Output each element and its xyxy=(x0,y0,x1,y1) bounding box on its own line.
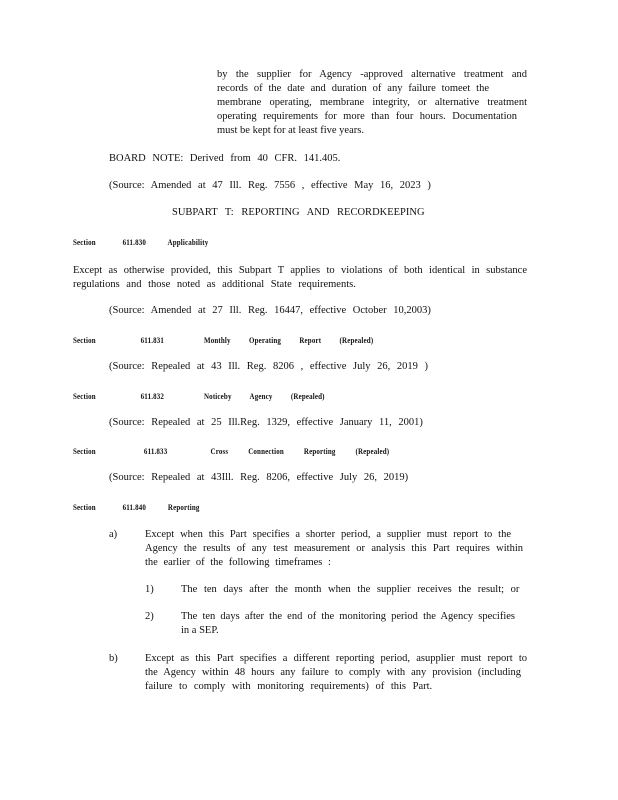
source-note-5: (Source: Repealed at 43Ill. Reg. 8206, effective July 26, 2019) xyxy=(109,472,409,483)
top-paragraph-line-1: by the supplier for Agency -approved alternative treatment and xyxy=(217,69,527,80)
item-b-line-3: failure to comply with monitoring requirements) of this Part. xyxy=(145,681,433,692)
source-note-4: (Source: Repealed at 25 Ill.Reg. 1329, effective January 11, 2001) xyxy=(109,417,423,428)
applicability-line-2: regulations and those noted as additional State requirements. xyxy=(73,279,356,290)
section-label: Section xyxy=(73,391,96,401)
item-a-line-1: Except when this Part specifies a shorter period, a supplier must report to the xyxy=(145,529,511,540)
top-paragraph-line-5: must be kept for at least five years. xyxy=(217,125,364,136)
section-number: 611.840 xyxy=(122,502,147,512)
board-note: BOARD NOTE: Derived from 40 CFR. 141.405. xyxy=(109,153,341,164)
top-paragraph-line-2: records of the date and duration of any failure tomeet the xyxy=(217,83,489,94)
item-a1-line-1: The ten days after the month when the supplier receives the result; or xyxy=(181,584,520,595)
applicability-line-1: Except as otherwise provided, this Subpart T applies to violations of both identical in substance xyxy=(73,265,527,276)
section-number: 611.830 xyxy=(122,237,147,247)
section-label: Section xyxy=(73,446,96,456)
section-832-heading xyxy=(73,391,325,401)
item-a-marker: a) xyxy=(109,529,118,540)
section-title: Cross Connection Reporting (Repealed) xyxy=(210,446,390,456)
item-a-line-3: the earlier of the following timeframes : xyxy=(145,557,331,568)
section-number: 611.831 xyxy=(140,335,165,345)
section-831-heading xyxy=(73,335,373,345)
section-830-heading xyxy=(73,237,208,247)
section-833-heading xyxy=(73,446,389,456)
item-a2-line-2: in a SEP. xyxy=(181,625,219,636)
section-title: Monthly Operating Report (Repealed) xyxy=(203,335,374,345)
subpart-heading: SUBPART T: REPORTING AND RECORDKEEPING xyxy=(172,207,425,218)
top-paragraph-line-4: operating requirements for more than four hours. Documentation xyxy=(217,111,517,122)
section-title: Applicability xyxy=(167,237,209,247)
item-b-line-2: the Agency within 48 hours any failure to comply with any provision (including xyxy=(145,667,521,678)
item-b-marker: b) xyxy=(109,653,118,664)
top-paragraph-line-3: membrane operating, membrane integrity, or alternative treatment xyxy=(217,97,527,108)
section-title: Reporting xyxy=(167,502,200,512)
source-note-1: (Source: Amended at 47 Ill. Reg. 7556 , effective May 16, 2023 ) xyxy=(109,180,431,191)
item-a1-marker: 1) xyxy=(145,584,154,595)
section-number: 611.833 xyxy=(143,446,168,456)
section-840-heading xyxy=(73,502,200,512)
item-a2-marker: 2) xyxy=(145,611,154,622)
item-a2-line-1: The ten days after the end of the monitoring period the Agency specifies xyxy=(181,611,515,622)
section-label: Section xyxy=(73,335,96,345)
item-a-line-2: Agency the results of any test measurement or analysis this Part requires within xyxy=(145,543,523,554)
item-b-line-1: Except as this Part specifies a different reporting period, asupplier must report to xyxy=(145,653,527,664)
section-label: Section xyxy=(73,237,96,247)
section-label: Section xyxy=(73,502,96,512)
source-note-3: (Source: Repealed at 43 Ill. Reg. 8206 , effective July 26, 2019 ) xyxy=(109,361,428,372)
section-title: Noticeby Agency (Repealed) xyxy=(203,391,325,401)
source-note-2: (Source: Amended at 27 Ill. Reg. 16447, effective October 10,2003) xyxy=(109,305,431,316)
section-number: 611.832 xyxy=(140,391,165,401)
